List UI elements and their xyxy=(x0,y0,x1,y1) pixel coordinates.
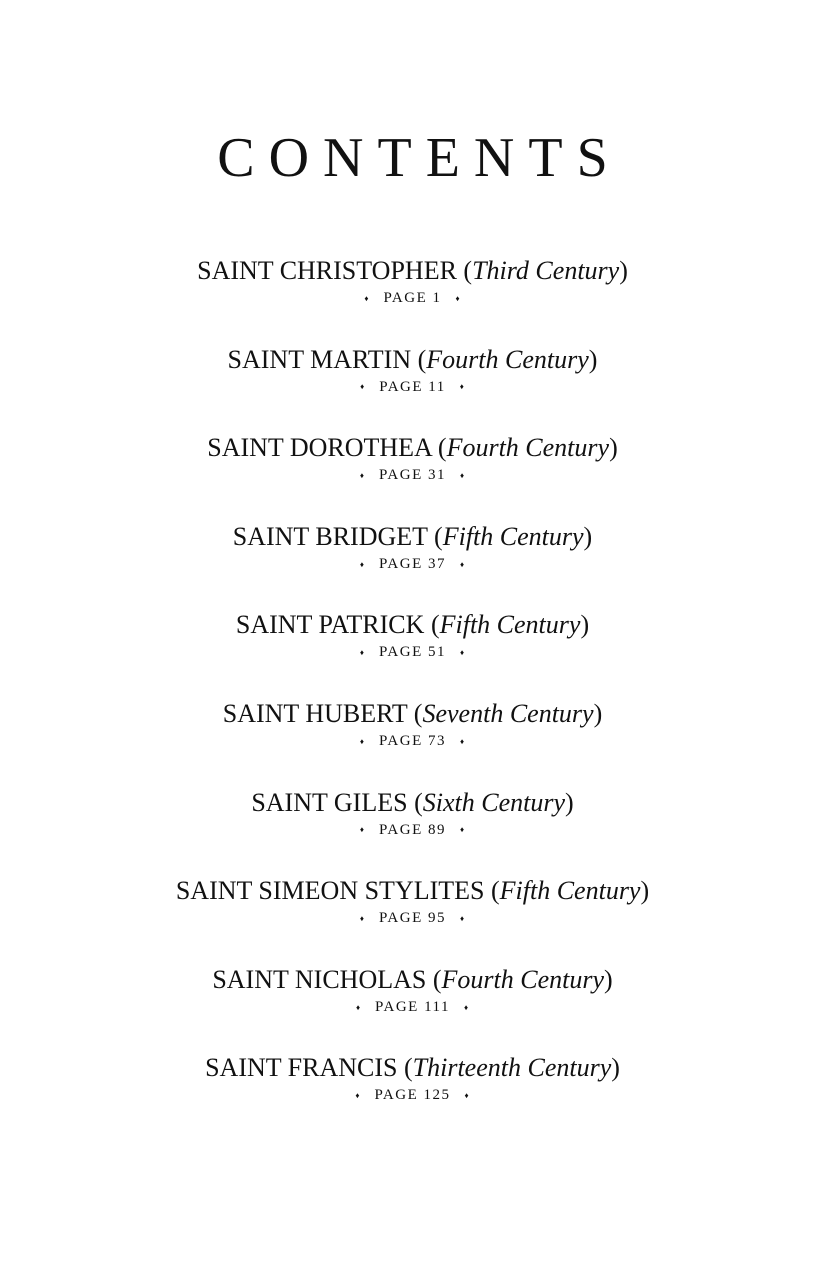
page-reference xyxy=(0,733,825,750)
century-label: Thirteenth Century xyxy=(412,1053,612,1083)
toc-entry-title[interactable]: SAINT HUBERT (Seventh Century) xyxy=(222,698,603,728)
diamond-bullet-icon: ♦ xyxy=(364,293,370,303)
page-reference xyxy=(0,1087,825,1104)
diamond-bullet-icon: ♦ xyxy=(460,913,466,923)
saint-name: SAINT HUBERT xyxy=(222,698,408,728)
page-reference xyxy=(0,379,825,396)
diamond-bullet-icon: ♦ xyxy=(359,559,365,569)
diamond-bullet-icon: ♦ xyxy=(359,913,365,923)
toc-entry-title[interactable]: SAINT GILES (Sixth Century) xyxy=(251,787,574,817)
toc-entry-title[interactable]: SAINT FRANCIS (Thirteenth Century) xyxy=(205,1053,620,1083)
century-label: Fifth Century xyxy=(499,876,641,906)
page-number: PAGE 31 xyxy=(378,467,447,484)
toc-entry xyxy=(0,961,825,1050)
diamond-bullet-icon: ♦ xyxy=(460,736,466,746)
saint-name: SAINT BRIDGET xyxy=(232,521,428,551)
page-number: PAGE 11 xyxy=(379,378,446,395)
toc-entry-title[interactable]: SAINT SIMEON STYLITES (Fifth Century) xyxy=(175,876,650,906)
page-reference xyxy=(0,910,825,927)
saint-name: SAINT NICHOLAS xyxy=(212,964,427,994)
toc-entry xyxy=(0,429,825,518)
saint-name: SAINT MARTIN xyxy=(227,344,412,374)
saint-name: SAINT GILES xyxy=(251,787,408,817)
saint-name: SAINT SIMEON STYLITES xyxy=(175,876,485,906)
toc-entry-title[interactable]: SAINT NICHOLAS (Fourth Century) xyxy=(212,964,613,994)
toc-entry xyxy=(0,252,825,341)
century-label: Seventh Century xyxy=(422,698,594,728)
page-reference xyxy=(0,556,825,573)
century-label: Fourth Century xyxy=(426,344,589,374)
page-number: PAGE 73 xyxy=(378,732,447,749)
saint-name: SAINT PATRICK xyxy=(235,610,425,640)
page-number: PAGE 1 xyxy=(383,290,442,306)
saint-name: SAINT CHRISTOPHER xyxy=(197,256,457,285)
century-label: Fifth Century xyxy=(439,610,581,640)
century-label: Fourth Century xyxy=(446,433,610,463)
century-label: Sixth Century xyxy=(422,787,565,817)
toc-entry xyxy=(0,1049,825,1138)
toc-entry-title[interactable]: SAINT MARTIN (Fourth Century) xyxy=(227,344,598,374)
diamond-bullet-icon: ♦ xyxy=(463,1002,470,1012)
diamond-bullet-icon: ♦ xyxy=(460,470,466,480)
page-number: PAGE 125 xyxy=(374,1087,451,1104)
page-reference xyxy=(0,290,825,307)
page-number: PAGE 89 xyxy=(378,821,447,838)
century-label: Fourth Century xyxy=(441,964,605,994)
toc-entry-title[interactable]: SAINT CHRISTOPHER (Third Century) xyxy=(197,256,628,285)
century-label: Fifth Century xyxy=(442,521,584,551)
page-number: PAGE 95 xyxy=(378,910,447,927)
toc-entry xyxy=(0,606,825,695)
diamond-bullet-icon: ♦ xyxy=(460,648,466,658)
diamond-bullet-icon: ♦ xyxy=(455,293,461,303)
diamond-bullet-icon: ♦ xyxy=(359,736,365,746)
century-label: Third Century xyxy=(472,256,620,285)
page-number: PAGE 37 xyxy=(378,555,447,572)
page-number: PAGE 51 xyxy=(378,644,447,661)
toc-entry xyxy=(0,695,825,784)
page-number: PAGE 111 xyxy=(375,998,450,1015)
page-title: CONTENTS xyxy=(217,127,622,189)
table-of-contents xyxy=(0,252,825,1138)
toc-entry xyxy=(0,872,825,961)
diamond-bullet-icon: ♦ xyxy=(355,1002,362,1012)
diamond-bullet-icon: ♦ xyxy=(359,648,365,658)
toc-entry xyxy=(0,341,825,430)
diamond-bullet-icon: ♦ xyxy=(459,382,465,392)
diamond-bullet-icon: ♦ xyxy=(464,1091,470,1101)
toc-entry-title[interactable]: SAINT PATRICK (Fifth Century) xyxy=(235,610,590,640)
page-reference xyxy=(0,822,825,839)
page-reference xyxy=(0,467,825,484)
saint-name: SAINT FRANCIS xyxy=(205,1053,398,1083)
saint-name: SAINT DOROTHEA xyxy=(207,433,432,463)
diamond-bullet-icon: ♦ xyxy=(359,470,365,480)
toc-entry-title[interactable]: SAINT DOROTHEA (Fourth Century) xyxy=(207,433,618,463)
diamond-bullet-icon: ♦ xyxy=(355,1091,361,1101)
diamond-bullet-icon: ♦ xyxy=(460,559,466,569)
page-reference xyxy=(0,999,825,1016)
diamond-bullet-icon: ♦ xyxy=(360,382,366,392)
toc-entry-title[interactable]: SAINT BRIDGET (Fifth Century) xyxy=(232,521,593,551)
toc-entry xyxy=(0,518,825,607)
toc-entry xyxy=(0,784,825,873)
diamond-bullet-icon: ♦ xyxy=(359,825,365,835)
page-reference xyxy=(0,644,825,661)
diamond-bullet-icon: ♦ xyxy=(460,825,466,835)
